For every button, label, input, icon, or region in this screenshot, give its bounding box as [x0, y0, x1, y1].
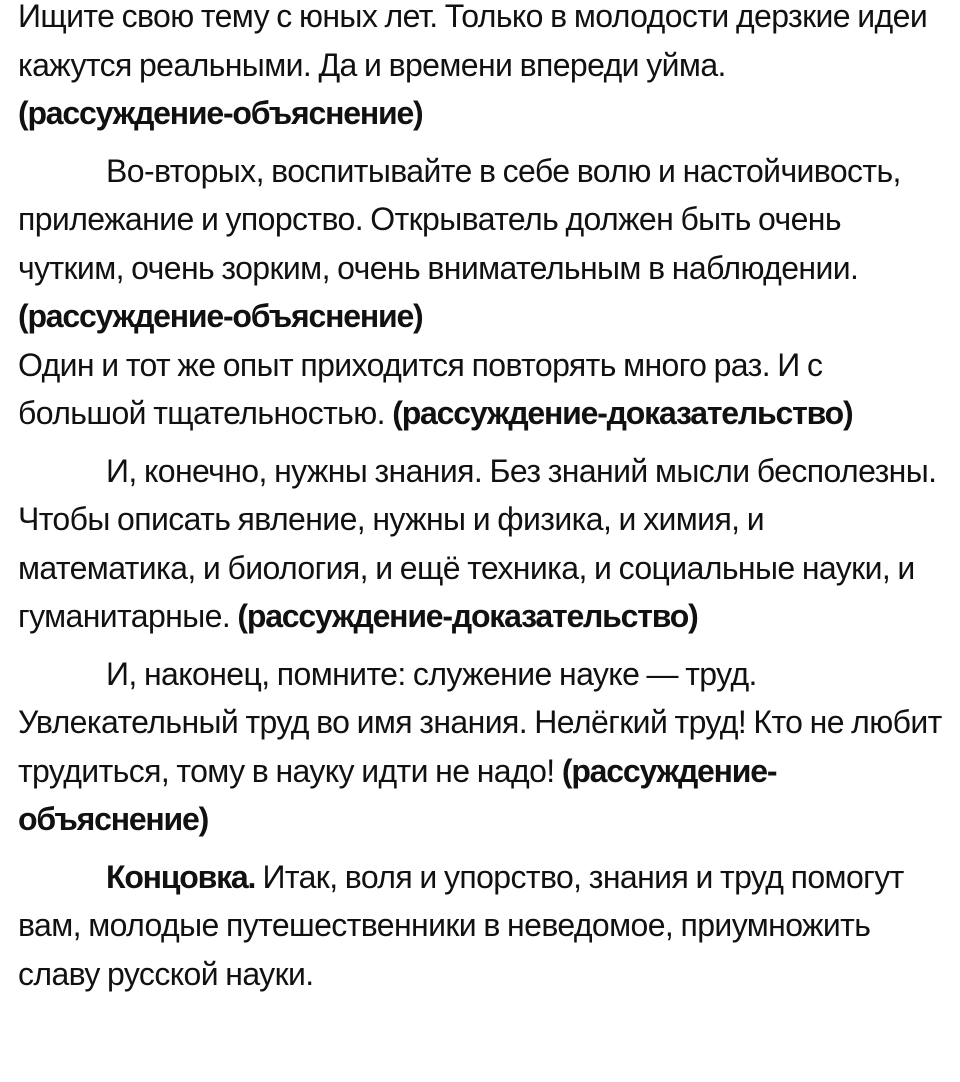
paragraph-2-text-2: Один и тот же опыт приходится повторять много раз. И с большой тщательностью. — [18, 346, 823, 431]
paragraph-1 — [18, 0, 944, 138]
paragraph-2 — [18, 147, 944, 438]
paragraph-1-text: Ищите свою тему с юных лет. Только в молодости дерзкие идеи кажутся реальными. Да и времени впереди уйма. — [18, 0, 928, 83]
paragraph-2-text-1: Во-вторых, воспитывайте в себе волю и настойчивость, прилежание и упорство. Открыватель должен быть очень чутким, очень зорким, очень внимательным в наблюдении. — [18, 152, 901, 286]
paragraph-5-lead: Концовка. — [106, 858, 256, 895]
paragraph-2-tag-2: (рассуждение-доказательство) — [392, 395, 853, 431]
paragraph-3-text: И, конечно, нужны знания. Без знаний мысли бесполезны. Чтобы описать явление, нужны и физика, и химия, и математика, и биология, и ещё техника, и социальные науки, и гуманитарные. — [18, 452, 937, 634]
paragraph-4 — [18, 650, 944, 844]
paragraph-1-tag: (рассуждение-объяснение) — [18, 95, 423, 131]
paragraph-4-tag: (рассуждение-объяснение) — [18, 752, 777, 837]
paragraph-5-text: Итак, воля и упорство, знания и труд помогут вам, молодые путешественники в неведомое, приумножить славу русской науки. — [18, 858, 904, 992]
paragraph-3-tag: (рассуждение-доказательство) — [237, 598, 698, 634]
paragraph-3 — [18, 447, 944, 641]
paragraph-5 — [18, 853, 944, 999]
paragraph-4-text: И, наконец, помните: служение науке — труд. Увлекательный труд во имя знания. Нелёгкий труд! Кто не любит трудиться, тому в науку идти не надо! — [18, 655, 942, 789]
paragraph-2-tag-1: (рассуждение-объяснение) — [18, 298, 423, 334]
